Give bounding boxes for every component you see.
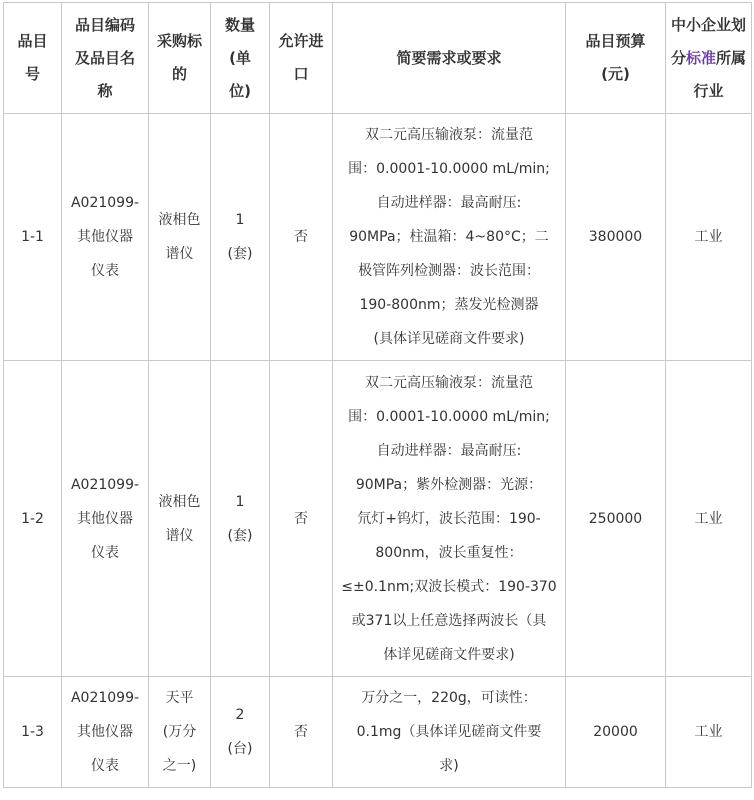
- cell-target: 天平 (万分 之一): [149, 677, 211, 788]
- cell-industry: 工业: [666, 361, 752, 677]
- cell-budget: 250000: [566, 361, 666, 677]
- header-item-code: 品目编码 及品目名 称: [62, 3, 149, 114]
- cell-import: 否: [270, 677, 333, 788]
- header-industry: 中小企业划 分标准所属 行业: [666, 3, 752, 114]
- cell-item-code: A021099- 其他仪器 仪表: [62, 361, 149, 677]
- header-requirements: 简要需求或要求: [333, 3, 566, 114]
- cell-quantity: 1 (套): [211, 361, 270, 677]
- cell-quantity: 1 (套): [211, 114, 270, 361]
- cell-item-code: A021099- 其他仪器 仪表: [62, 114, 149, 361]
- table-row: [4, 361, 752, 677]
- cell-quantity: 2 (台): [211, 677, 270, 788]
- cell-industry: 工业: [666, 677, 752, 788]
- header-budget: 品目预算 (元): [566, 3, 666, 114]
- table-row: [4, 114, 752, 361]
- cell-requirements: 万分之一，220g，可读性： 0.1mg（具体详见磋商文件要 求): [333, 677, 566, 788]
- header-quantity: 数量 (单 位): [211, 3, 270, 114]
- procurement-table: [3, 2, 752, 788]
- cell-item-no: 1-2: [4, 361, 62, 677]
- cell-requirements: 双二元高压输液泵：流量范 围：0.0001-10.0000 mL/min; 自动进样器：最高耐压: 90MPa；柱温箱：4~80°C；二 极管阵列检测器：波长范围： 190-800nm；蒸发光检测器 (具体详见磋商文件要求): [333, 114, 566, 361]
- header-import: 允许进 口: [270, 3, 333, 114]
- cell-requirements: 双二元高压输液泵：流量范 围：0.0001-10.0000 mL/min; 自动进样器：最高耐压: 90MPa；紫外检测器：光源： 氘灯+钨灯，波长范围：190- 800nm，波长重复性： ≤±0.1nm;双波长模式：190-370 或371以上任意选择两波长（具 体详见磋商文件要求): [333, 361, 566, 677]
- cell-target: 液相色 谱仪: [149, 114, 211, 361]
- cell-industry: 工业: [666, 114, 752, 361]
- cell-budget: 380000: [566, 114, 666, 361]
- cell-budget: 20000: [566, 677, 666, 788]
- cell-import: 否: [270, 361, 333, 677]
- table-row: [4, 677, 752, 788]
- header-item-no: 品目 号: [4, 3, 62, 114]
- cell-target: 液相色 谱仪: [149, 361, 211, 677]
- cell-import: 否: [270, 114, 333, 361]
- header-row: [4, 3, 752, 114]
- industry-standard-highlight: 标准: [685, 48, 716, 67]
- cell-item-no: 1-1: [4, 114, 62, 361]
- header-target: 采购标 的: [149, 3, 211, 114]
- cell-item-code: A021099- 其他仪器 仪表: [62, 677, 149, 788]
- cell-item-no: 1-3: [4, 677, 62, 788]
